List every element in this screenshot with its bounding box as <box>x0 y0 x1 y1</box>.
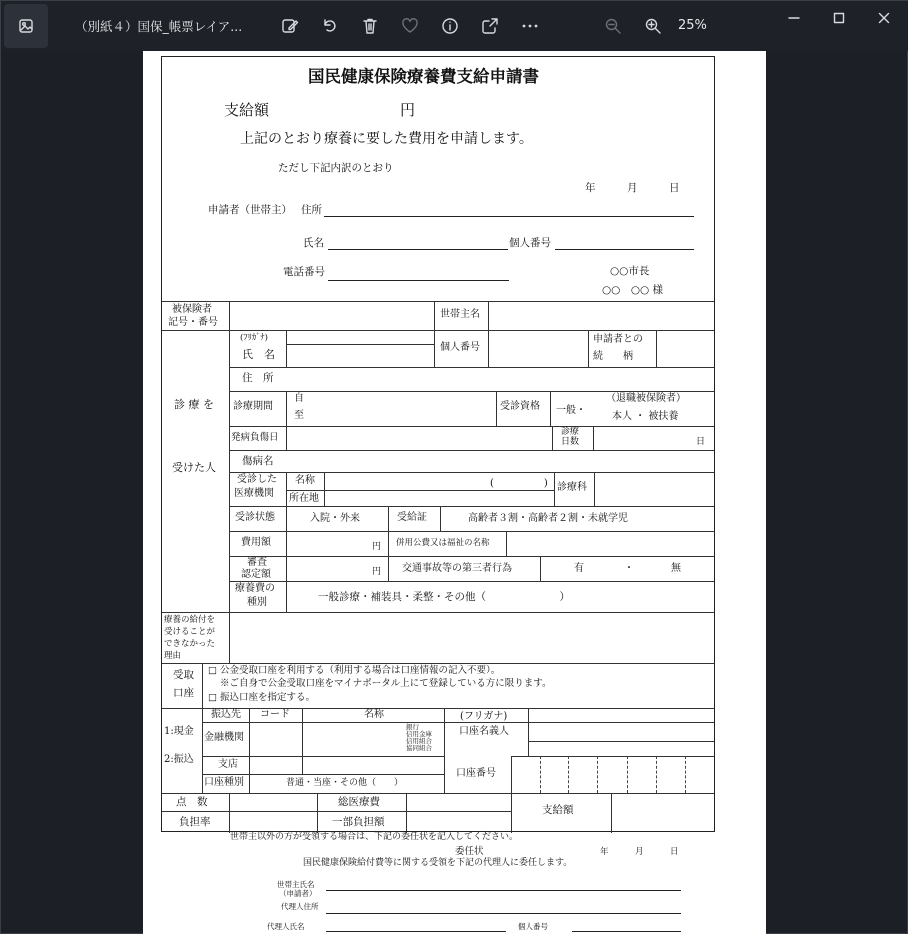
delete-icon[interactable] <box>359 1 381 51</box>
reason-label-2: 受けることが <box>164 627 216 637</box>
self-dependent-option: 本人 ・ 被扶養 <box>612 411 679 422</box>
third-party-yes: 有 <box>574 563 584 574</box>
kind-label-bottom: 種別 <box>247 597 267 608</box>
account-option-public[interactable]: □ 公金受取口座を利用する（利用する場合は口座情報の記入不要）。 <box>208 665 501 676</box>
pay-amount-label: 支給額 <box>542 804 574 816</box>
phone-label: 電話番号 <box>283 266 325 278</box>
agent-name-label: 代理人氏名 <box>267 922 305 931</box>
bank-name-label: 名称 <box>364 709 384 720</box>
total-cost-label: 総医療費 <box>338 796 380 808</box>
zoom-level[interactable]: 25% <box>678 18 707 33</box>
department-label: 診療科 <box>557 482 587 493</box>
share-icon[interactable] <box>479 1 501 51</box>
breakdown-note: ただし下記内訳のとおり <box>278 162 394 174</box>
burden-rate-label: 負担率 <box>179 816 211 828</box>
yen-mark: 円 <box>400 101 416 119</box>
addressee-label: ○○ ○○ 様 <box>602 284 663 296</box>
relation-label-top: 申請者との <box>593 334 643 345</box>
heart-icon[interactable] <box>399 1 421 51</box>
kind-value: 一般診療・補装具・柔整・その他（ ） <box>318 591 570 603</box>
kind-label-top: 療養費の <box>235 583 275 594</box>
location-label: 所在地 <box>289 493 319 504</box>
certificate-label: 受給証 <box>397 512 427 523</box>
general-option: 一般・ <box>556 405 586 416</box>
period-label: 診療期間 <box>233 401 273 412</box>
reason-label-3: できなかった <box>164 639 216 649</box>
institution-label-bottom: 医療機関 <box>234 488 274 499</box>
period-from: 自 <box>294 393 304 404</box>
cost-label: 費用額 <box>241 537 271 548</box>
householder-name-label-bottom: （申請者） <box>279 889 317 898</box>
third-party-dot: ・ <box>624 563 634 574</box>
points-label: 点 数 <box>176 796 208 808</box>
account-type-value: 普通・当座・その他（ ） <box>286 778 404 788</box>
date-year: 年 <box>585 182 596 194</box>
applicant-label: 申請者（世帯主） <box>208 204 292 216</box>
days-label-bottom: 日数 <box>561 437 580 447</box>
delegation-month: 月 <box>635 847 644 857</box>
insured-number-label: 記号・番号 <box>168 317 218 328</box>
days-unit: 日 <box>696 437 706 447</box>
patient-my-number-label: 個人番号 <box>440 342 480 353</box>
disease-label: 傷病名 <box>242 455 274 467</box>
agent-my-number-label: 個人番号 <box>518 922 548 931</box>
rotate-icon[interactable] <box>319 1 341 51</box>
close-button[interactable] <box>861 1 907 35</box>
image-gallery-icon[interactable] <box>4 4 48 48</box>
request-line: 上記のとおり療養に要した費用を申請します。 <box>240 131 533 147</box>
public-expense-label: 併用公費又は福祉の名称 <box>396 538 490 548</box>
onset-label: 発病負傷日 <box>231 432 279 443</box>
patient-label-top: 診 療 を <box>174 398 214 411</box>
mayor-label: ○○市長 <box>610 265 650 277</box>
status-value: 入院・外来 <box>310 513 360 524</box>
review-yen: 円 <box>372 567 382 577</box>
edit-icon[interactable] <box>279 1 301 51</box>
eligibility-label: 受診資格 <box>500 401 540 412</box>
status-label: 受診状態 <box>235 512 275 523</box>
zoom-out-icon[interactable] <box>602 1 624 51</box>
institution-label-top: 受診した <box>237 474 277 485</box>
patient-name-label: 氏 名 <box>242 348 275 361</box>
delegation-year: 年 <box>600 847 609 857</box>
third-party-no: 無 <box>671 563 681 574</box>
householder-name-label-top: 世帯主氏名 <box>277 880 315 889</box>
zoom-in-icon[interactable] <box>642 1 664 51</box>
maximize-button[interactable] <box>816 1 862 35</box>
bank-type-3: 信用組合 <box>406 737 432 745</box>
financial-institution-label: 金融機関 <box>204 732 244 743</box>
retired-option: （退職被保険者） <box>606 393 686 404</box>
transfer-dest-label: 振込先 <box>211 709 241 720</box>
insured-symbol-label: 被保険者 <box>172 304 212 315</box>
delegation-title: 委任状 <box>455 846 484 857</box>
householder-label: 世帯主名 <box>440 309 480 320</box>
copay-label: 一部負担額 <box>332 816 385 828</box>
account-number-label: 口座番号 <box>456 768 496 779</box>
file-title: （別紙４）国保_帳票レイア... <box>75 19 243 34</box>
delegation-note: 世帯主以外の方が受領する場合は、下記の委任状を記入してください。 <box>230 832 519 842</box>
agent-address-label: 代理人住所 <box>281 902 319 911</box>
transfer-label: 2:振込 <box>164 754 194 765</box>
receive-label-top: 受取 <box>173 669 194 681</box>
account-option-transfer[interactable]: □ 振込口座を指定する。 <box>208 692 315 703</box>
cost-yen: 円 <box>372 542 382 552</box>
branch-label: 支店 <box>218 759 238 770</box>
date-month: 月 <box>627 182 638 194</box>
info-icon[interactable] <box>439 1 461 51</box>
period-to: 至 <box>294 410 304 421</box>
delegation-day: 日 <box>670 847 679 857</box>
form-title: 国民健康保険療養費支給申請書 <box>308 67 539 86</box>
relation-label-bottom: 続 柄 <box>593 351 633 362</box>
account-type-label: 口座種別 <box>204 777 244 788</box>
certificate-value: 高齢者３割・高齢者２割・未就学児 <box>468 513 628 524</box>
holder-kana-label: (フリガナ) <box>460 711 508 722</box>
review-label-bottom: 認定額 <box>241 569 271 580</box>
bank-type-1: 銀行 <box>406 723 419 731</box>
days-label-top: 診療 <box>561 427 580 437</box>
cash-label: 1:現金 <box>164 726 194 737</box>
account-option-note: ※ご自身で公金受取口座をマイナポータル上にて登録している方に限ります。 <box>220 678 552 689</box>
name-label: 氏名 <box>303 237 324 249</box>
holder-label: 口座名義人 <box>459 726 509 737</box>
amount-label: 支給額 <box>224 101 270 119</box>
receive-label-bottom: 口座 <box>173 687 194 699</box>
review-label-top: 審査 <box>247 557 267 568</box>
reason-label-1: 療養の給付を <box>164 615 216 625</box>
delegation-line: 国民健康保険給付費等に関する受領を下記の代理人に委任します。 <box>303 858 573 868</box>
bank-code-label: コード <box>260 709 290 720</box>
institution-name-paren: ( ) <box>490 478 548 489</box>
my-number-label: 個人番号 <box>509 237 551 249</box>
reason-label-4: 理由 <box>164 651 182 661</box>
application-form <box>161 56 715 832</box>
document-page <box>143 51 766 934</box>
bank-type-2: 信用金庫 <box>406 730 432 738</box>
patient-address-label: 住 所 <box>242 372 274 384</box>
third-party-label: 交通事故等の第三者行為 <box>402 563 512 574</box>
title-bar <box>1 1 908 51</box>
patient-label-bottom: 受けた人 <box>172 461 216 474</box>
furigana-label: (ﾌﾘｶﾞﾅ) <box>240 333 268 343</box>
date-day: 日 <box>669 182 680 194</box>
minimize-button[interactable] <box>771 1 817 35</box>
address-label: 住所 <box>301 204 322 216</box>
bank-type-4: 協同組合 <box>406 744 432 752</box>
more-icon[interactable] <box>519 1 541 51</box>
institution-name-label: 名称 <box>295 475 315 486</box>
